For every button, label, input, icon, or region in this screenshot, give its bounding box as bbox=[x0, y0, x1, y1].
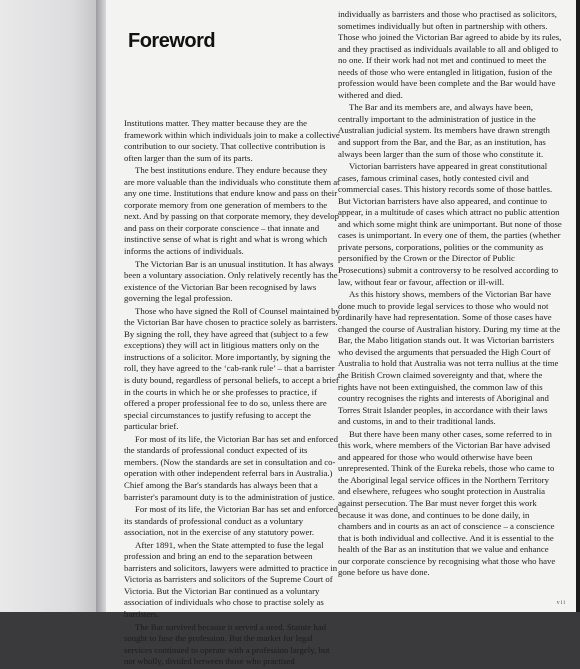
page-number: vii bbox=[556, 600, 566, 606]
paragraph: For most of its life, the Victorian Bar has set and enforced the standards of professional conduct expected of its members. (Now the standards are set in consultation and co-operation with other independent referral bars in Australia.) Chief among the Bar's standards has always been that a barrister's paramount duty is to the administration of justice. bbox=[124, 433, 338, 502]
paragraph: After 1891, when the State attempted to fuse the legal profession and bring an end to the separation between barristers and solicitors, lawyers were admitted to practice in Victoria as barristers and solicitors of the Supreme Court of Victoria. But the Victorian Bar continued as a voluntary association of individuals who chose to practise solely as barristers. bbox=[124, 539, 338, 619]
text-column-right bbox=[338, 9, 562, 580]
paragraph: For most of its life, the Victorian Bar has set and enforced its standards of professional conduct as a voluntary association, not in the exercise of any statutory power. bbox=[124, 504, 338, 538]
paragraph: The Bar and its members are, and always have been, centrally important to the administration of justice in the Australian judicial system. Its members have drawn strength and support from the Bar, and the Bar, as an institution, has always been larger than the sum of those who constitute it. bbox=[338, 102, 550, 159]
paragraph: Those who have signed the Roll of Counsel maintained by the Victorian Bar have chosen to practice solely as barristers. By signing the roll, they have agreed that (subject to a few exceptions) they will act in litigious matters only on the instructions of a solicitor. More importantly, by signing the roll, they have agreed to the ‘cab-rank rule’ – that a barrister is duty bound, regardless of personal beliefs, to accept a brief in the courts in which he or she professes to practice, if offered a proper professional fee to do so, unless there are special circumstances to justify refusing to accept the particular brief. bbox=[124, 305, 340, 432]
page-title: Foreword bbox=[128, 30, 216, 52]
paragraph: Victorian barristers have appeared in great constitutional cases, famous criminal cases, hotly contested civil and commercial cases. This history records some of those battles. But Victorian barristers have also appeared, and continue to appear, in a multitude of cases which attract no public attention and which some might think are unimportant. But none of those cases is unimportant. In every one of them, the parties (whether private persons, corporations, polities or the community as personified by the Crown or the Director of Public Prosecutions) submit a controversy to be resolved according to law, without fear or favour, affection or ill-will. bbox=[338, 161, 562, 287]
page-edge bbox=[576, 0, 580, 612]
paragraph: But there have been many other cases, some referred to in this work, where members of the Victorian Bar have advised and appeared for those who would otherwise have been unrepresented. Think of the Eureka rebels, those who came to the Aboriginal legal service offices in the Northern Territory and elsewhere, refugees who sought protection in Australia against persecution. The Bar must never forget this work because it was done, and continues to be done daily, in chambers and in courts as an act of conscience – a conscience that is both individual and collective. And it is essential to the health of the Bar as an institution that we value and enhance our corporate conscience by recognising what those who have gone before us have done. bbox=[338, 428, 556, 578]
book-page bbox=[106, 0, 576, 667]
paragraph: individually as barristers and those who practised as solicitors, sometimes individually but often in partnership with others. Those who joined the Victorian Bar agreed to abide by its rules, and they practised as individuals available to all and obliged to no one. If their work had not met and continued to meet the needs of those who were entangled in litigation, fusion of the profession would have been complete and the Bar would have withered and died. bbox=[338, 9, 562, 100]
facing-page bbox=[0, 0, 104, 612]
paragraph: The best institutions endure. They endure because they are more valuable than the individuals who constitute them at any one time. Institutions that endure know and pass on their corporate memory from one generation of members to the next. And by passing on that corporate memory, they develop and pass on their corporate conscience – that innate and instinctive sense of what is right and what is wrong which informs the actions of individuals. bbox=[124, 165, 340, 257]
paragraph: The Victorian Bar is an unusual institution. It has always been a voluntary association. Only relatively recently has the existence of the Victorian Bar been recognised by laws governing the legal profession. bbox=[124, 258, 338, 304]
paragraph: As this history shows, members of the Victorian Bar have done much to provide legal services to those who would not ordinarily have had representation. Some of those cases have changed the course of Australian history. During my time at the Bar, the Mabo litigation stands out. It was Victorian barristers who devised the arguments that persuaded the High Court of Australia to hold that Australia was not terra nullius at the time the British Crown claimed sovereignty and that, where the rights have not been extinguished, the common law of this country recognises the rights and interests of Aboriginal and Torres Strait Islander peoples, in accordance with their laws and customs, in and to their traditional lands. bbox=[338, 289, 561, 427]
paragraph: Institutions matter. They matter because they are the framework within which individuals join to make a collective contribution to our society. That collective contribution is often larger than the sum of its parts. bbox=[124, 118, 340, 163]
text-column-left bbox=[124, 118, 340, 669]
paragraph: The Bar survived because it served a need. Statute had sought to fuse the profession. But the market for legal services continued to operate with a profession largely, but not wholly, divided between those who practised bbox=[124, 621, 330, 667]
